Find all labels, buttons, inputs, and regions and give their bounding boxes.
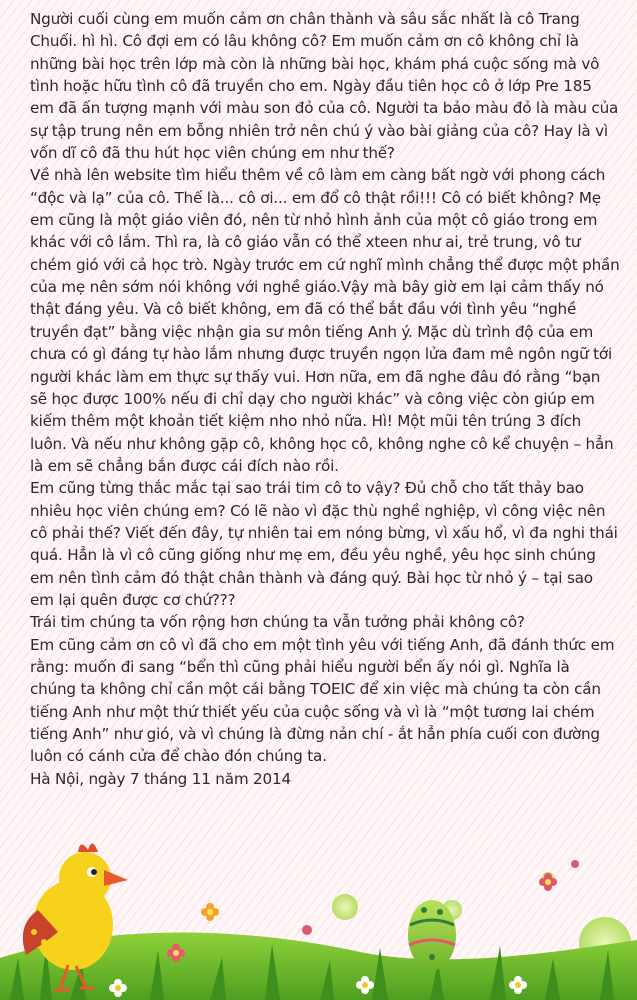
chick-illustration (23, 843, 128, 990)
paragraph-heart-question: Trái tim chúng ta vốn rộng hơn chúng ta vẫn tưởng phải không cô? (30, 613, 525, 632)
paragraph-english-love: Em cũng cảm ơn cô vì đã cho em một tình yêu với tiếng Anh, đã đánh thức em rằng: muốn đi sang “bển thì cũng phải hiểu người bển ấy nói gì. Nghĩa là chúng ta không chỉ cần một cái bằng TOEIC để xin việc mà chúng ta còn cần tiếng Anh như một thứ thiết yếu của cuộc sống và vì là “một tương lai chém tiếng Anh” như gió, và vì chúng là đừng nản chí - ắt hẳn phía cuối con đường luôn có cánh cửa để chào đón chúng ta. (30, 635, 615, 766)
grass-hill (0, 932, 637, 1000)
paragraph-thanks-intro: Người cuối cùng em muốn cảm ơn chân thành và sâu sắc nhất là cô Trang Chuối. hì hì. Cô đợi em có lâu không cô? Em muốn cảm ơn cô không chỉ là những bài học trên lớp mà còn là những bài học, khám phá cuộc sống mà vô tình hoặc hữu tình cô đã truyền cho em. Ngày đầu tiên học cô ở lớp Pre 185 em đã ấn tượng mạnh với màu son đỏ của cô. Người ta bảo màu đỏ là màu của sự tập trung nên em bỗng nhiên trở nên chú ý vào bài giảng của cô? Hay là vì vốn dĩ cô đã thu hút học viên chúng em như thế? (30, 10, 619, 163)
paragraph-website-style: Về nhà lên website tìm hiểu thêm về cô làm em càng bất ngờ với phong cách “độc và lạ” của cô. Thế là... cô ơi... em đổ cô thật rồi!!! Cô có biết không? Mẹ em cũng là một giáo viên đó, nên từ nhỏ hình ảnh của một cô giáo trong em khác với cô lắm. Thì ra, là cô giáo vẫn có thể xteen như ai, trẻ trung, vô tư chém gió với cả học trò. Ngày trước em cứ nghĩ mình chẳng thể được một phần của mẹ nên sớm nói không với nghề giáo.Vậy mà bây giờ em lại cảm thấy nó thật đáng yêu. Và cô biết không, em đã có thể bắt đầu với tình yêu “nghề truyền đạt” bằng việc nhận gia sư môn tiếng Anh ý. Mặc dù trình độ của em chưa có gì đáng tự hào lắm nhưng được truyền ngọn lửa đam mê ngôn ngữ tới người khác làm em thực sự thấy vui. Hơn nữa, em đã nghe đâu đó rằng “bạn sẽ học được 100% nếu đi chỉ dạy cho người khác” và công việc còn giúp em kiếm thêm một khoản tiết kiệm nho nhỏ nữa. Hì! Một mũi tên trúng 3 đích luôn. Và nếu như không gặp cô, không học cô, không nghe cô kể chuyện – hẳn là em sẽ chẳng bắn được cái đích nào rồi. (30, 166, 620, 475)
polka-dot-circle (175, 860, 631, 969)
flower-icon (109, 873, 557, 997)
grass-blades (10, 944, 614, 1000)
letter-body (30, 8, 620, 790)
easter-egg-icon (408, 900, 456, 970)
signature-date: Hà Nội, ngày 7 tháng 11 năm 2014 (30, 769, 291, 788)
paragraph-big-heart: Em cũng từng thắc mắc tại sao trái tim cô to vậy? Đủ chỗ cho tất thảy bao nhiêu học viên chúng em? Có lẽ nào vì đặc thù nghề nghiệp, vì công việc nên cô phải thế? Viết đến đây, tự nhiên tai em nóng bừng, vì xấu hổ, vì đa nghi thái quá. Hẳn là vì cô cũng giống như mẹ em, đều yêu nghề, yêu học sinh chúng em nên tình cảm đó thật chân thành và đáng quý. Bài học từ nhỏ ý – tại sao em lại quên được cơ chứ??? (30, 479, 618, 609)
